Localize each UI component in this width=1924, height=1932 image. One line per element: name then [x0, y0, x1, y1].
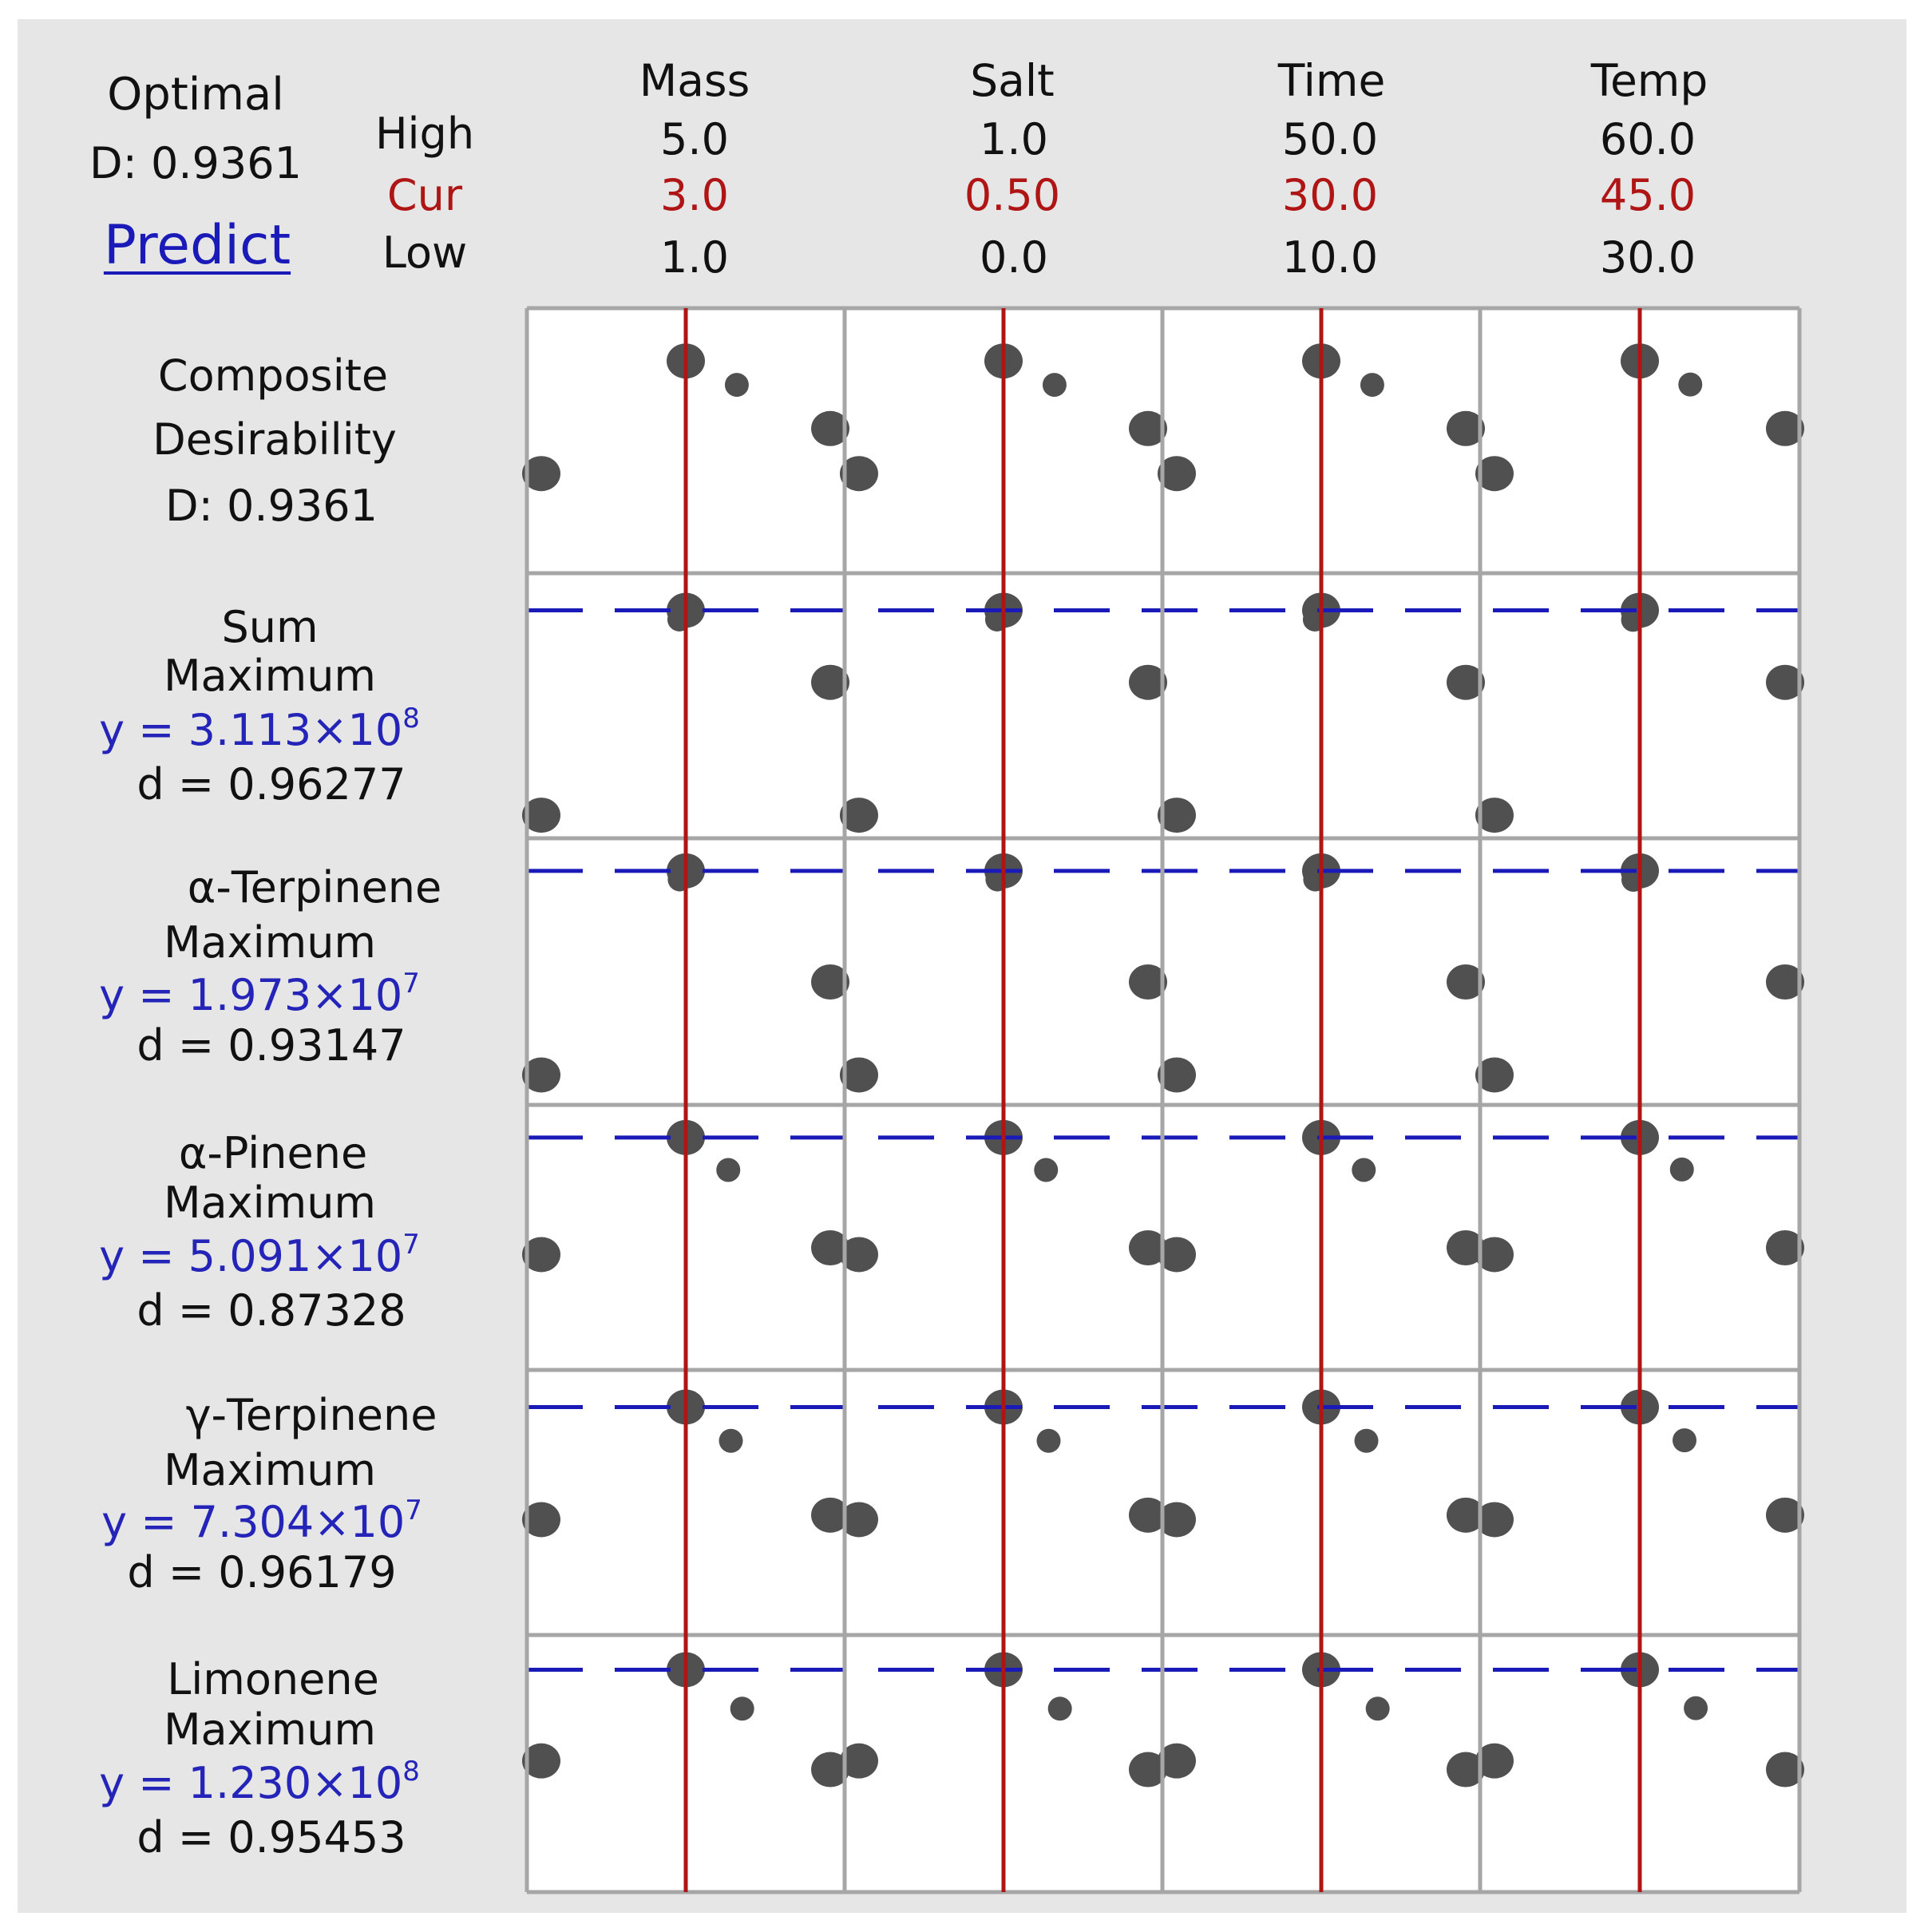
factor-time-name: Time	[1277, 55, 1386, 106]
response-alpha-terpinene-y: $y = 1.973\times 10^7$	[99, 968, 420, 1020]
factor-temp-cur[interactable]: 45.0	[1599, 170, 1696, 220]
factor-salt-high: 1.0	[980, 114, 1048, 164]
factor-temp-high: 60.0	[1599, 114, 1696, 164]
response-sum-name: Sum	[221, 602, 319, 652]
response-gamma-terpinene-name: γ-Terpinene	[185, 1390, 437, 1440]
factor-time-low: 10.0	[1281, 232, 1379, 283]
composite-label-line2: Desirability	[152, 414, 397, 465]
factor-time-cur[interactable]: 30.0	[1281, 170, 1379, 220]
composite-label-line1: Composite	[157, 350, 389, 401]
factor-temp-name: Temp	[1590, 55, 1708, 106]
response-limonene-goal: Maximum	[163, 1704, 377, 1755]
response-limonene-y: $y = 1.230\times 10^8$	[99, 1756, 420, 1808]
factor-salt-low: 0.0	[980, 232, 1048, 283]
optimal-d-value: D: 0.9361	[89, 138, 302, 188]
composite-d-value: D: 0.9361	[165, 481, 378, 531]
factor-mass-low: 1.0	[660, 232, 729, 283]
response-gamma-terpinene-y: $y = 7.304\times 10^7$	[101, 1495, 422, 1547]
factor-mass-cur[interactable]: 3.0	[660, 170, 729, 220]
level-cur-label: Cur	[386, 170, 463, 220]
response-limonene-name: Limonene	[167, 1654, 379, 1704]
response-alpha-pinene-goal: Maximum	[163, 1178, 377, 1228]
level-high-label: High	[374, 109, 475, 159]
response-sum-d: d = 0.96277	[137, 759, 406, 810]
factor-mass-name: Mass	[639, 55, 750, 106]
factor-salt-cur[interactable]: 0.50	[964, 170, 1061, 220]
optimal-title: Optimal	[107, 69, 284, 121]
response-gamma-terpinene-d: d = 0.96179	[127, 1547, 397, 1597]
response-alpha-terpinene-d: d = 0.93147	[137, 1020, 406, 1071]
level-low-label: Low	[382, 228, 468, 278]
response-alpha-terpinene-goal: Maximum	[163, 917, 377, 968]
response-alpha-terpinene-name: α-Terpinene	[187, 862, 442, 913]
predict-link[interactable]: Predict	[103, 214, 291, 277]
factor-salt-name: Salt	[970, 55, 1055, 106]
response-sum-y: $y = 3.113\times 10^8$	[99, 703, 420, 755]
response-alpha-pinene-name: α-Pinene	[178, 1128, 368, 1178]
factor-temp-low: 30.0	[1599, 232, 1696, 283]
factor-time-high: 50.0	[1281, 114, 1379, 164]
response-alpha-pinene-d: d = 0.87328	[137, 1285, 406, 1336]
response-sum-goal: Maximum	[163, 651, 377, 701]
response-gamma-terpinene-goal: Maximum	[163, 1445, 377, 1495]
factor-mass-high: 5.0	[660, 114, 729, 164]
response-alpha-pinene-y: $y = 5.091\times 10^7$	[99, 1229, 420, 1281]
response-limonene-d: d = 0.95453	[137, 1812, 406, 1863]
